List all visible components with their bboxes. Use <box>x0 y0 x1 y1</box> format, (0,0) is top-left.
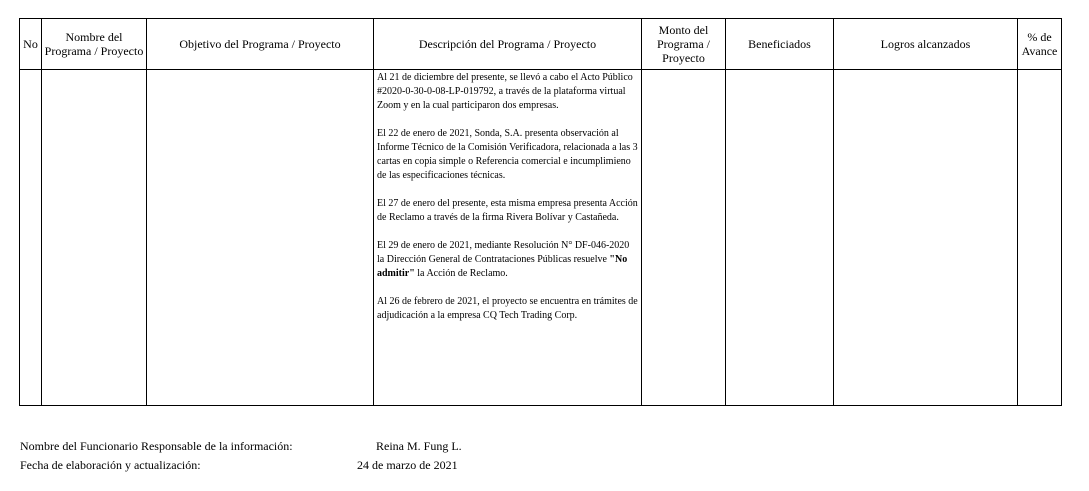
descripcion-p4-text-before: El 29 de enero de 2021, mediante Resolución N° DF-046-2020 la Dirección General de Contrataciones Públicas resuelve <box>377 240 630 265</box>
descripcion-paragraph-1: Al 21 de diciembre del presente, se llevó a cabo el Acto Público #2020-0-30-0-08-LP-019792, a través de la plataforma virtual Zoom y en la cual participaron dos empresas. <box>377 72 633 111</box>
programs-table <box>19 18 1062 406</box>
footer <box>20 439 1060 479</box>
cell-no <box>20 70 42 406</box>
responsable-label: Nombre del Funcionario Responsable de la información: <box>20 439 293 453</box>
cell-nombre <box>42 70 147 406</box>
cell-descripcion <box>374 70 642 406</box>
header-beneficiados: Beneficiados <box>726 19 834 70</box>
header-monto: Monto del Programa / Proyecto <box>642 19 726 70</box>
header-nombre: Nombre del Programa / Proyecto <box>42 19 147 70</box>
header-objetivo: Objetivo del Programa / Proyecto <box>147 19 374 70</box>
descripcion-paragraph-5: Al 26 de febrero de 2021, el proyecto se encuentra en trámites de adjudicación a la empresa CQ Tech Trading Corp. <box>377 296 638 321</box>
header-no: No <box>20 19 42 70</box>
header-avance: % de Avance <box>1018 19 1062 70</box>
table-row <box>20 70 1062 406</box>
responsable-value: Reina M. Fung L. <box>376 439 462 453</box>
descripcion-p4-bold: "No admitir" <box>377 254 628 279</box>
fecha-label: Fecha de elaboración y actualización: <box>20 458 201 472</box>
cell-avance <box>1018 70 1062 406</box>
descripcion-paragraph-3: El 27 de enero del presente, esta misma empresa presenta Acción de Reclamo a través de la firma Rivera Bolívar y Castañeda. <box>377 198 638 223</box>
header-logros: Logros alcanzados <box>834 19 1018 70</box>
descripcion-paragraph-4 <box>377 239 638 281</box>
cell-beneficiados <box>726 70 834 406</box>
cell-objetivo <box>147 70 374 406</box>
header-descripcion: Descripción del Programa / Proyecto <box>374 19 642 70</box>
descripcion-paragraph-2: El 22 de enero de 2021, Sonda, S.A. presenta observación al Informe Técnico de la Comisión Verificadora, relacionada a las 3 cartas en copia simple o Referencia comercial e incumplimieno de las especificaciones técnicas. <box>377 128 638 181</box>
cell-logros <box>834 70 1018 406</box>
cell-monto <box>642 70 726 406</box>
fecha-value: 24 de marzo de 2021 <box>357 458 458 472</box>
table-header-row <box>20 19 1062 70</box>
descripcion-p4-text-after: la Acción de Reclamo. <box>414 268 508 279</box>
